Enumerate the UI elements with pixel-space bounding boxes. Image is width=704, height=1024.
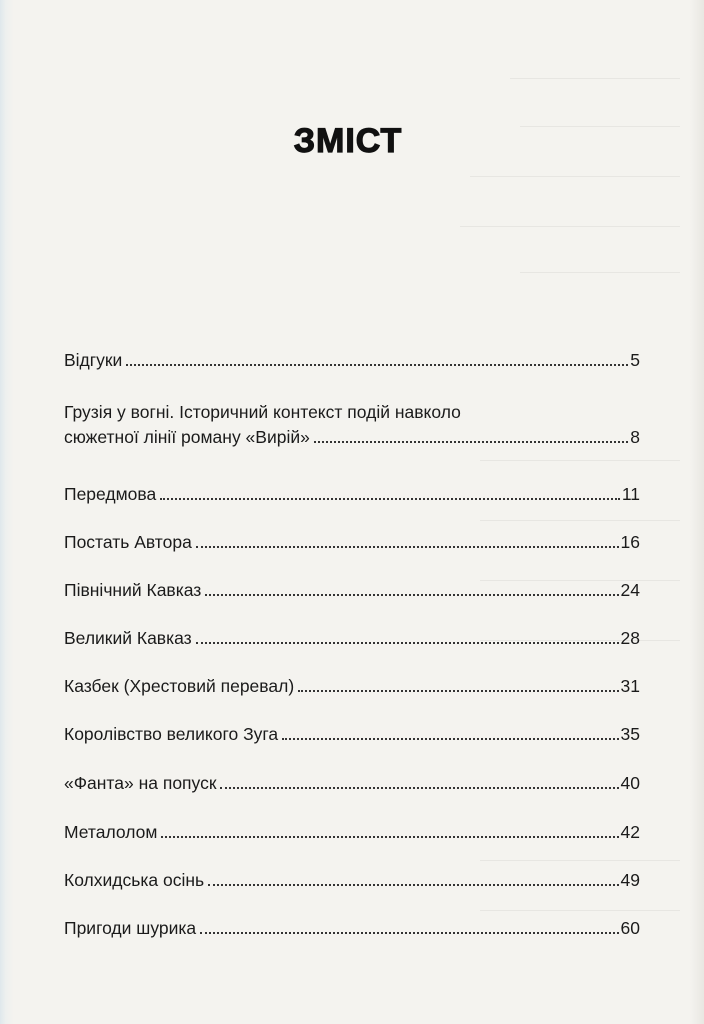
toc-entry-label: Металолом [64, 822, 158, 842]
dot-leader [200, 932, 618, 934]
dot-leader [208, 884, 618, 886]
toc-entry-kolkhydska-osin[interactable] [64, 870, 640, 890]
toc-entry-page: 31 [620, 676, 640, 696]
toc-entry-postat-avtora[interactable] [64, 532, 640, 552]
toc-entry-page: 60 [620, 918, 640, 938]
toc-entry-page: 24 [620, 580, 640, 600]
toc-entry-pivnichnyi-kavkaz[interactable] [64, 580, 640, 600]
dot-leader [126, 364, 628, 366]
toc-entry-label: Передмова [64, 484, 157, 504]
toc-entry-label-line1: Грузія у вогні. Історичний контекст подій навколо [64, 402, 461, 422]
dot-leader [161, 836, 618, 838]
dot-leader [298, 690, 618, 692]
dot-leader [282, 738, 618, 740]
toc-entry-page: 40 [620, 773, 640, 793]
show-through-line [520, 272, 680, 273]
dot-leader [205, 594, 618, 596]
dot-leader [196, 642, 619, 644]
toc-entry-page: 5 [630, 350, 640, 370]
toc-entry-page: 35 [620, 724, 640, 744]
toc-entry-metalolom[interactable] [64, 822, 640, 842]
show-through-line [480, 910, 680, 911]
toc-entry-label: Колхидська осінь [64, 870, 205, 890]
toc-entry-korolivstvo[interactable] [64, 724, 640, 744]
toc-entry-page: 8 [630, 427, 640, 447]
toc-entry-label: Королівство великого Зуга [64, 724, 279, 744]
show-through-line [460, 226, 680, 227]
toc-entry-pryhody-shuryka[interactable] [64, 918, 640, 938]
show-through-line [480, 520, 680, 521]
show-through-line [510, 78, 680, 79]
toc-entry-page: 16 [620, 532, 640, 552]
toc-entry-page: 42 [620, 822, 640, 842]
show-through-line [480, 460, 680, 461]
dot-leader [196, 546, 619, 548]
toc-entry-label: Відгуки [64, 350, 123, 370]
toc-entry-label: Великий Кавказ [64, 628, 192, 648]
toc-entry-fanta[interactable] [64, 773, 640, 793]
toc-entry-gruziia[interactable] [64, 402, 640, 447]
toc-entry-label: Північний Кавказ [64, 580, 202, 600]
toc-entry-label: Казбек (Хрестовий перевал) [64, 676, 295, 696]
dot-leader [220, 787, 618, 789]
show-through-line [470, 176, 680, 177]
toc-entry-velykyi-kavkaz[interactable] [64, 628, 640, 648]
toc-entry-label: сюжетної лінії роману «Вирій» [64, 427, 310, 447]
toc-entry-vidhuky[interactable] [64, 350, 640, 370]
toc-entry-label: Постать Автора [64, 532, 192, 552]
toc-entry-page: 11 [621, 484, 640, 504]
toc-entry-page: 49 [620, 870, 640, 890]
toc-entry-kazbek[interactable] [64, 676, 640, 696]
toc-entry-label: «Фанта» на попуск [64, 773, 217, 793]
dot-leader [160, 498, 620, 500]
show-through-line [480, 860, 680, 861]
toc-entry-peredmova[interactable] [64, 484, 640, 504]
toc-entry-page: 28 [620, 628, 640, 648]
dot-leader [314, 441, 628, 443]
toc-entry-label: Пригоди шурика [64, 918, 197, 938]
page-title: ЗМІСТ [293, 122, 403, 160]
